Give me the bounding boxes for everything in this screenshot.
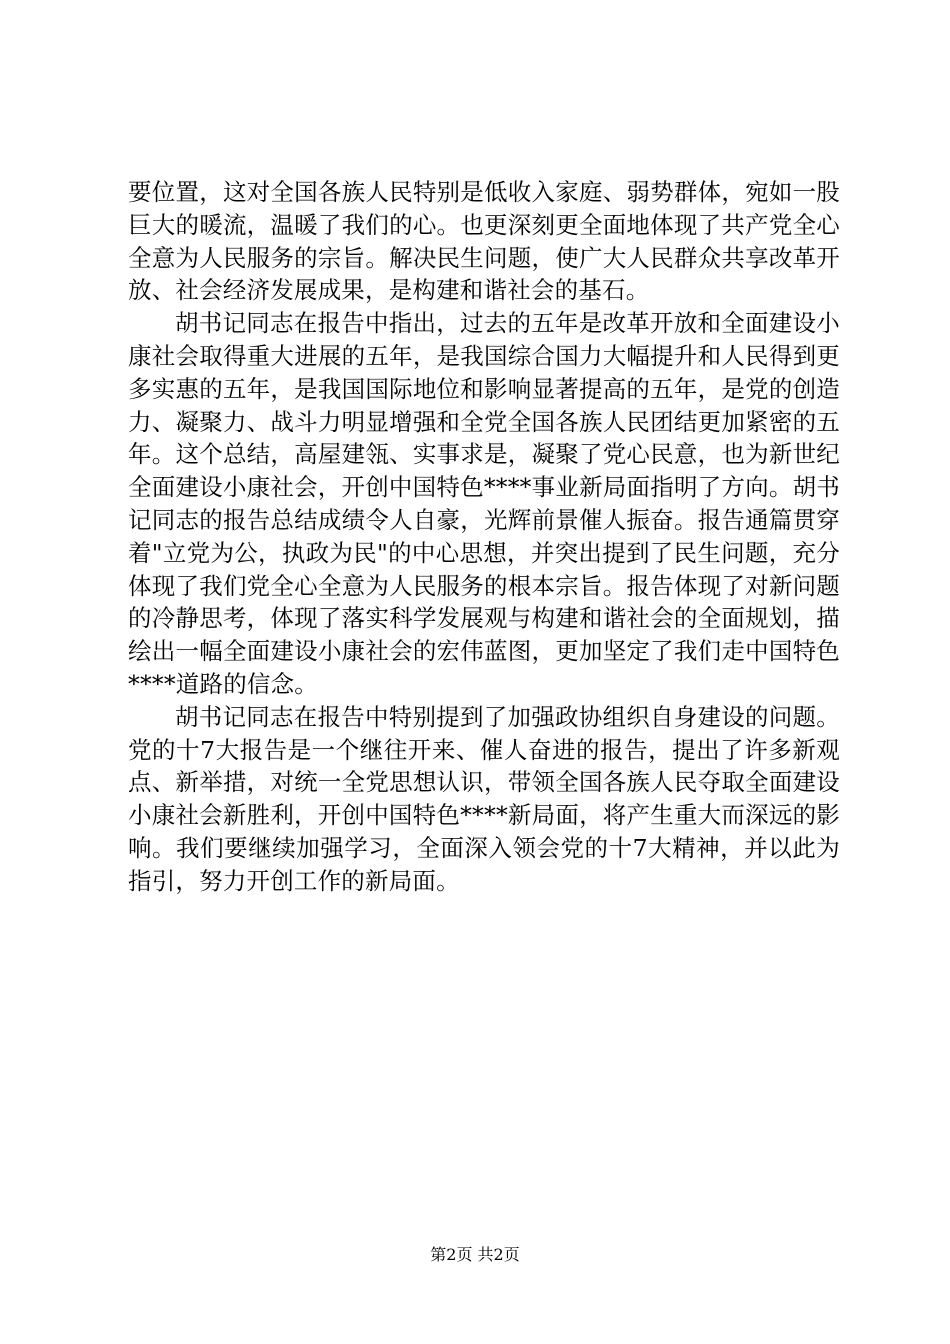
paragraph-2: 胡书记同志在报告中指出，过去的五年是改革开放和全面建设小康社会取得重大进展的五年，是我国综合国力大幅提升和人民得到更多实惠的五年，是我国国际地位和影响显著提高的五年，是党的创造力、凝聚力、战斗力明显增强和全党全国各族人民团结更加紧密的五年。这个总结，高屋建瓴、实事求是，凝聚了党心民意，也为新世纪全面建设小康社会，开创中国特色****事业新局面指明了方向。胡书记同志的报告总结成绩令人自豪，光辉前景催人振奋。报告通篇贯穿着"立党为公，执政为民"的中心思想，并突出提到了民生问题，充分体现了我们党全心全意为人民服务的根本宗旨。报告体现了对新问题的冷静思考，体现了落实科学发展观与构建和谐社会的全面规划，描绘出一幅全面建设小康社会的宏伟蓝图，更加坚定了我们走中国特色****道路的信念。 — [128, 309, 840, 698]
page-number-footer: 第2页 共2页 — [430, 1245, 520, 1264]
paragraph-3: 胡书记同志在报告中特别提到了加强政协组织自身建设的问题。党的十7大报告是一个继往开来、催人奋进的报告，提出了许多新观点、新举措，对统一全党思想认识，带领全国各族人民夺取全面建设小康社会新胜利，开创中国特色****新局面，将产生重大而深远的影响。我们要继续加强学习，全面深入领会党的十7大精神，并以此为指引，努力开创工作的新局面。 — [128, 702, 840, 895]
document-body — [128, 176, 840, 898]
paragraph-1: 要位置，这对全国各族人民特别是低收入家庭、弱势群体，宛如一股巨大的暖流，温暖了我们的心。也更深刻更全面地体现了共产党全心全意为人民服务的宗旨。解决民生问题，使广大人民群众共享改革开放、社会经济发展成果，是构建和谐社会的基石。 — [128, 178, 840, 305]
